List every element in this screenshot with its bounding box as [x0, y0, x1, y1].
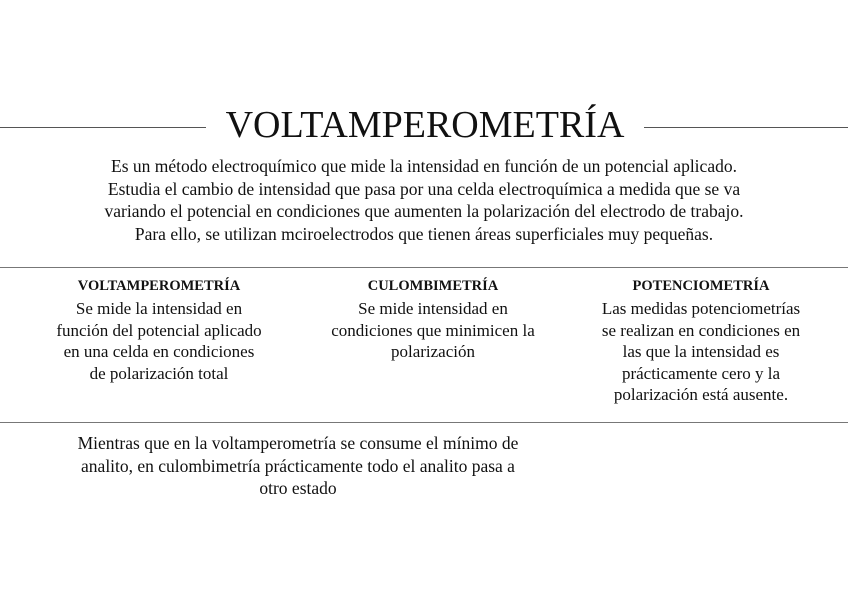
intro-line: Es un método electroquímico que mide la intensidad en función de un potencial aplicado.: [111, 156, 737, 176]
column-potenciometria: [572, 276, 830, 406]
column-culombimetria: [302, 276, 564, 363]
column-line: polarización: [390, 342, 475, 361]
section-divider-top: [0, 267, 848, 268]
page-title: VOLTAMPEROMETRÍA: [225, 104, 625, 146]
column-line: de polarización total: [89, 363, 229, 383]
column-line: función del potencial aplicado: [56, 320, 262, 340]
title-rule-left: [0, 127, 206, 128]
section-divider-bottom: [0, 422, 848, 423]
column-line: se realizan en condiciones en: [601, 320, 801, 340]
column-line: polarización está ausente.: [613, 385, 789, 404]
column-line: las que la intensidad es: [622, 342, 780, 361]
column-line: Se mide la intensidad en: [75, 299, 243, 318]
note-line: Mientras que en la voltamperometría se consume el mínimo de: [77, 433, 519, 453]
title-row: [0, 100, 848, 150]
comparison-note: [20, 432, 576, 500]
column-text: [26, 298, 292, 384]
column-line: Las medidas potenciometrías: [601, 299, 801, 318]
column-heading: VOLTAMPEROMETRÍA: [77, 278, 241, 294]
note-line: otro estado: [259, 478, 337, 498]
column-text: [302, 298, 564, 363]
column-line: Se mide intensidad en: [358, 299, 508, 318]
intro-line: variando el potencial en condiciones que aumenten la polarización del electrodo de trabajo.: [104, 201, 744, 221]
column-line: en una celda en condiciones: [63, 342, 255, 361]
column-voltamperometria: [26, 276, 292, 384]
column-heading: CULOMBIMETRÍA: [367, 278, 499, 294]
column-text: [572, 298, 830, 406]
note-line: analito, en culombimetría prácticamente todo el analito pasa a: [81, 455, 515, 476]
column-line: prácticamente cero y la: [621, 363, 781, 383]
intro-line: Estudia el cambio de intensidad que pasa por una celda electroquímica a medida que se va: [107, 178, 741, 199]
column-heading: POTENCIOMETRÍA: [632, 278, 770, 294]
column-line: condiciones que minimicen la: [331, 320, 535, 340]
intro-line: Para ello, se utilizan mciroelectrodos que tienen áreas superficiales muy pequeñas.: [134, 223, 714, 244]
title-rule-right: [644, 127, 848, 128]
intro-paragraph: [20, 155, 828, 245]
